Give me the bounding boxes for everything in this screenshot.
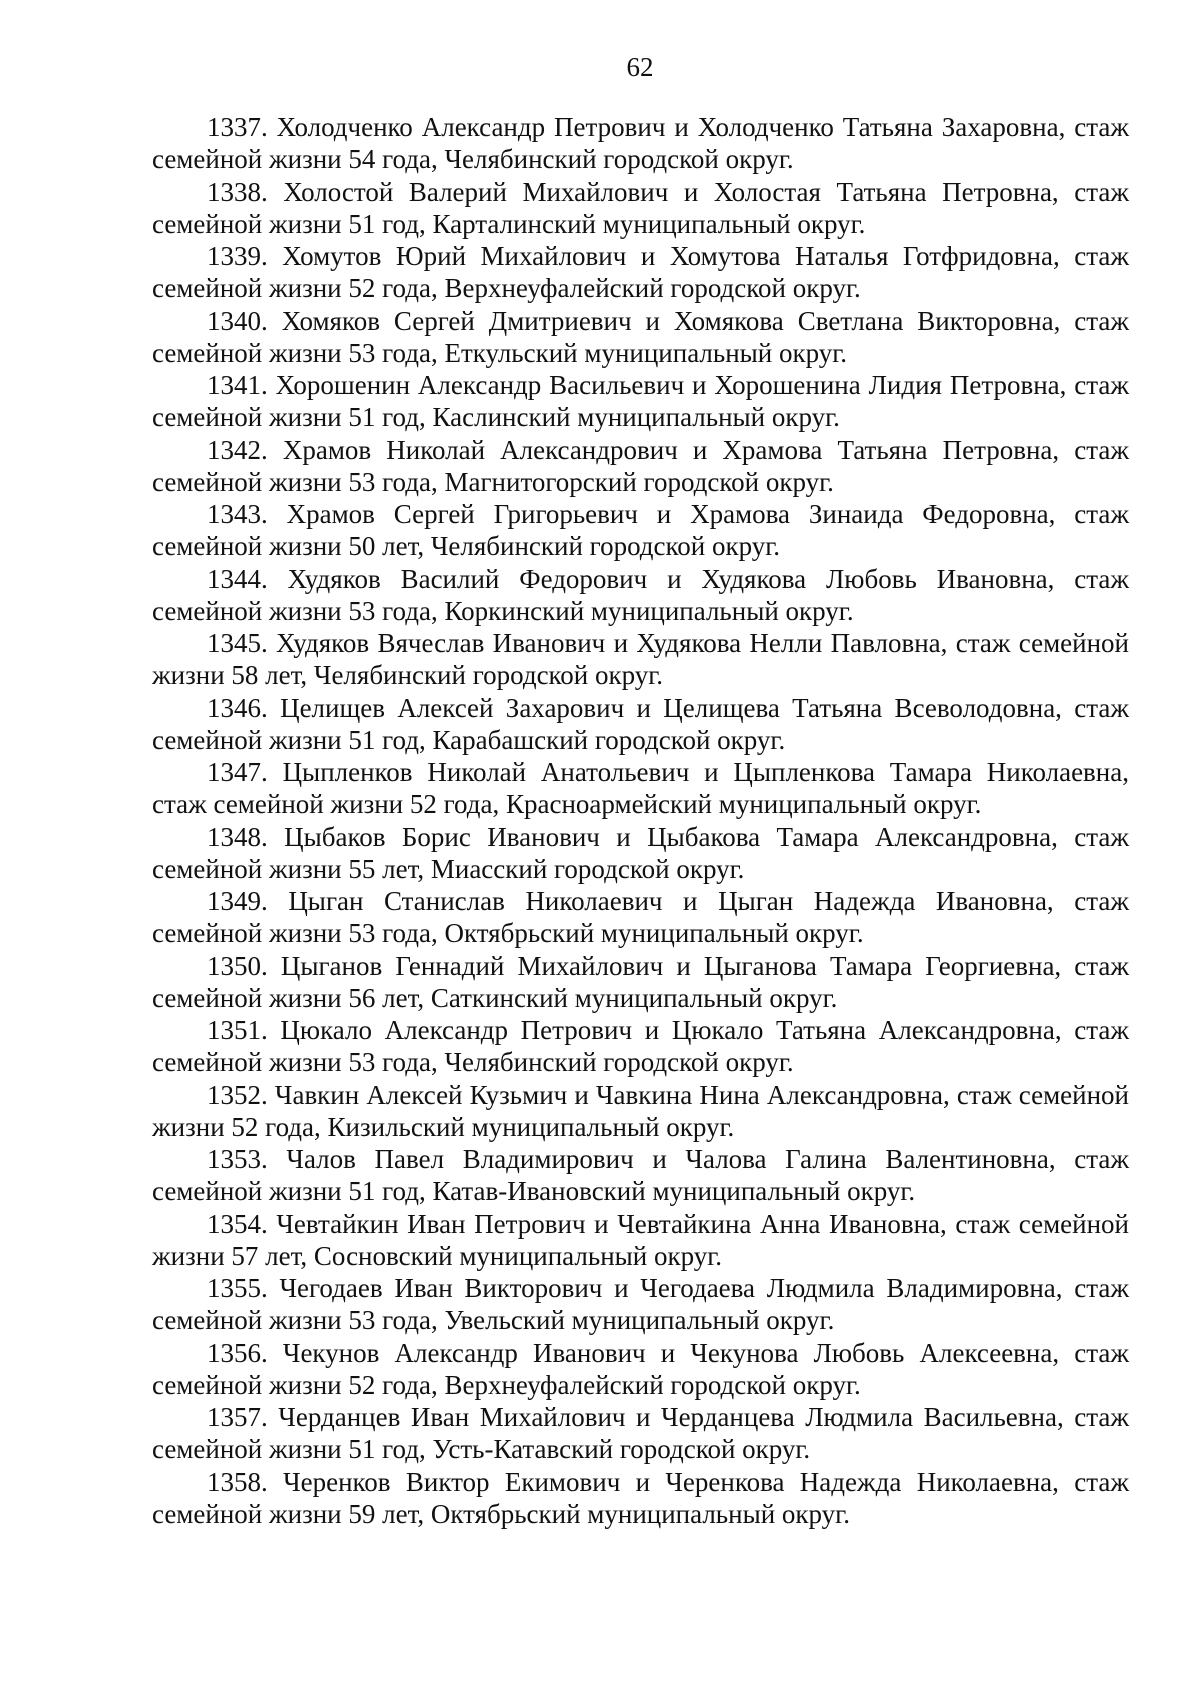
entry-number: 1341. [207,370,268,400]
entry-text: Холостой Валерий Михайлович и Холостая Татьяна Петровна, стаж семейной жизни 51 год, Карталинский муниципальный округ. [152,176,1129,239]
entry-number: 1358. [207,1466,268,1497]
list-item [152,756,1129,821]
list-item [152,498,1129,563]
list-item [152,627,1129,692]
entry-text: Хомутов Юрий Михайлович и Хомутова Наталья Готфридовна, стаж семейной жизни 52 года, Верхнеуфалейский городской округ. [152,241,1129,303]
entry-number: 1347. [207,757,268,787]
entry-text: Черенков Виктор Екимович и Черенкова Надежда Николаевна, стаж семейной жизни 59 лет, Октябрьский муниципальный округ. [152,1466,1129,1529]
list-item [152,369,1129,434]
entry-number: 1346. [207,692,268,723]
entry-number: 1350. [207,950,268,981]
list-item [152,1272,1129,1337]
entry-text: Холодченко Александр Петрович и Холодченко Татьяна Захаровна, стаж семейной жизни 54 года, Челябинский городской округ. [152,112,1129,174]
list-item [152,1014,1129,1079]
entry-number: 1353. [207,1144,268,1174]
entry-number: 1355. [207,1273,268,1303]
list-item [152,1208,1129,1273]
entry-text: Чавкин Алексей Кузьмич и Чавкина Нина Александровна, стаж семейной жизни 52 года, Кизильский муниципальный округ. [152,1079,1129,1142]
list-item [152,240,1129,305]
list-item [152,692,1129,757]
entry-text: Цыбаков Борис Иванович и Цыбакова Тамара Александровна, стаж семейной жизни 55 лет, Миасский городской округ. [152,821,1129,884]
entry-text: Чалов Павел Владимирович и Чалова Галина Валентиновна, стаж семейной жизни 51 год, Катав-Ивановский муниципальный округ. [152,1144,1130,1206]
list-item [152,1466,1129,1531]
entry-number: 1354. [207,1208,268,1239]
list-item [152,176,1129,241]
list-item [152,1401,1129,1466]
entry-text: Целищев Алексей Захарович и Целищева Татьяна Всеволодовна, стаж семейной жизни 51 год, Карабашский городской округ. [152,692,1130,755]
entry-number: 1345. [207,628,268,658]
entry-number: 1343. [207,499,268,529]
entry-text: Цюкало Александр Петрович и Цюкало Татьяна Александровна, стаж семейной жизни 53 года, Челябинский городской округ. [152,1015,1129,1077]
entry-number: 1351. [207,1015,268,1045]
entry-list [152,111,1129,1530]
list-item [152,1337,1129,1402]
entry-text: Чевтайкин Иван Петрович и Чевтайкина Анна Ивановна, стаж семейной жизни 57 лет, Сосновский муниципальный округ. [152,1208,1129,1271]
list-item [152,821,1129,886]
list-item [152,305,1129,370]
entry-number: 1352. [207,1079,268,1110]
entry-number: 1342. [207,434,268,465]
entry-text: Черданцев Иван Михайлович и Черданцева Людмила Васильевна, стаж семейной жизни 51 год, Усть-Катавский городской округ. [152,1402,1130,1464]
entry-text: Цыпленков Николай Анатольевич и Цыпленкова Тамара Николаевна, стаж семейной жизни 52 года, Красноармейский муниципальный округ. [152,757,1129,819]
list-item [152,1143,1129,1208]
entry-text: Чегодаев Иван Викторович и Чегодаева Людмила Владимировна, стаж семейной жизни 53 года, Увельский муниципальный округ. [152,1273,1129,1335]
entry-text: Цыган Станислав Николаевич и Цыган Надежда Ивановна, стаж семейной жизни 53 года, Октябрьский муниципальный округ. [152,886,1129,948]
entry-number: 1337. [207,112,268,142]
list-item [152,563,1129,628]
list-item [152,434,1129,499]
entry-number: 1357. [207,1402,268,1432]
entry-text: Хорошенин Александр Васильевич и Хорошенина Лидия Петровна, стаж семейной жизни 51 год, Каслинский муниципальный округ. [152,370,1130,432]
entry-number: 1349. [207,886,268,916]
entry-text: Цыганов Геннадий Михайлович и Цыганова Тамара Георгиевна, стаж семейной жизни 56 лет, Саткинский муниципальный округ. [152,950,1130,1013]
entry-text: Храмов Николай Александрович и Храмова Татьяна Петровна, стаж семейной жизни 53 года, Магнитогорский городской округ. [152,434,1130,497]
entry-number: 1338. [207,176,268,207]
list-item [152,111,1129,176]
list-item [152,950,1129,1015]
entry-text: Хомяков Сергей Дмитриевич и Хомякова Светлана Викторовна, стаж семейной жизни 53 года, Еткульский муниципальный округ. [152,305,1130,368]
entry-number: 1348. [207,821,268,852]
entry-number: 1340. [207,305,268,336]
list-item [152,1079,1129,1144]
page-number: 62 [626,52,654,82]
entry-number: 1356. [207,1337,268,1368]
entry-number: 1339. [207,241,268,271]
entry-text: Худяков Василий Федорович и Худякова Любовь Ивановна, стаж семейной жизни 53 года, Коркинский муниципальный округ. [152,563,1129,626]
entry-number: 1344. [207,563,268,594]
entry-text: Худяков Вячеслав Иванович и Худякова Нелли Павловна, стаж семейной жизни 58 лет, Челябинский городской округ. [152,628,1129,690]
list-item [152,885,1129,950]
entry-text: Храмов Сергей Григорьевич и Храмова Зинаида Федоровна, стаж семейной жизни 50 лет, Челябинский городской округ. [152,499,1130,561]
entry-text: Чекунов Александр Иванович и Чекунова Любовь Алексеевна, стаж семейной жизни 52 года, Верхнеуфалейский городской округ. [152,1337,1130,1400]
